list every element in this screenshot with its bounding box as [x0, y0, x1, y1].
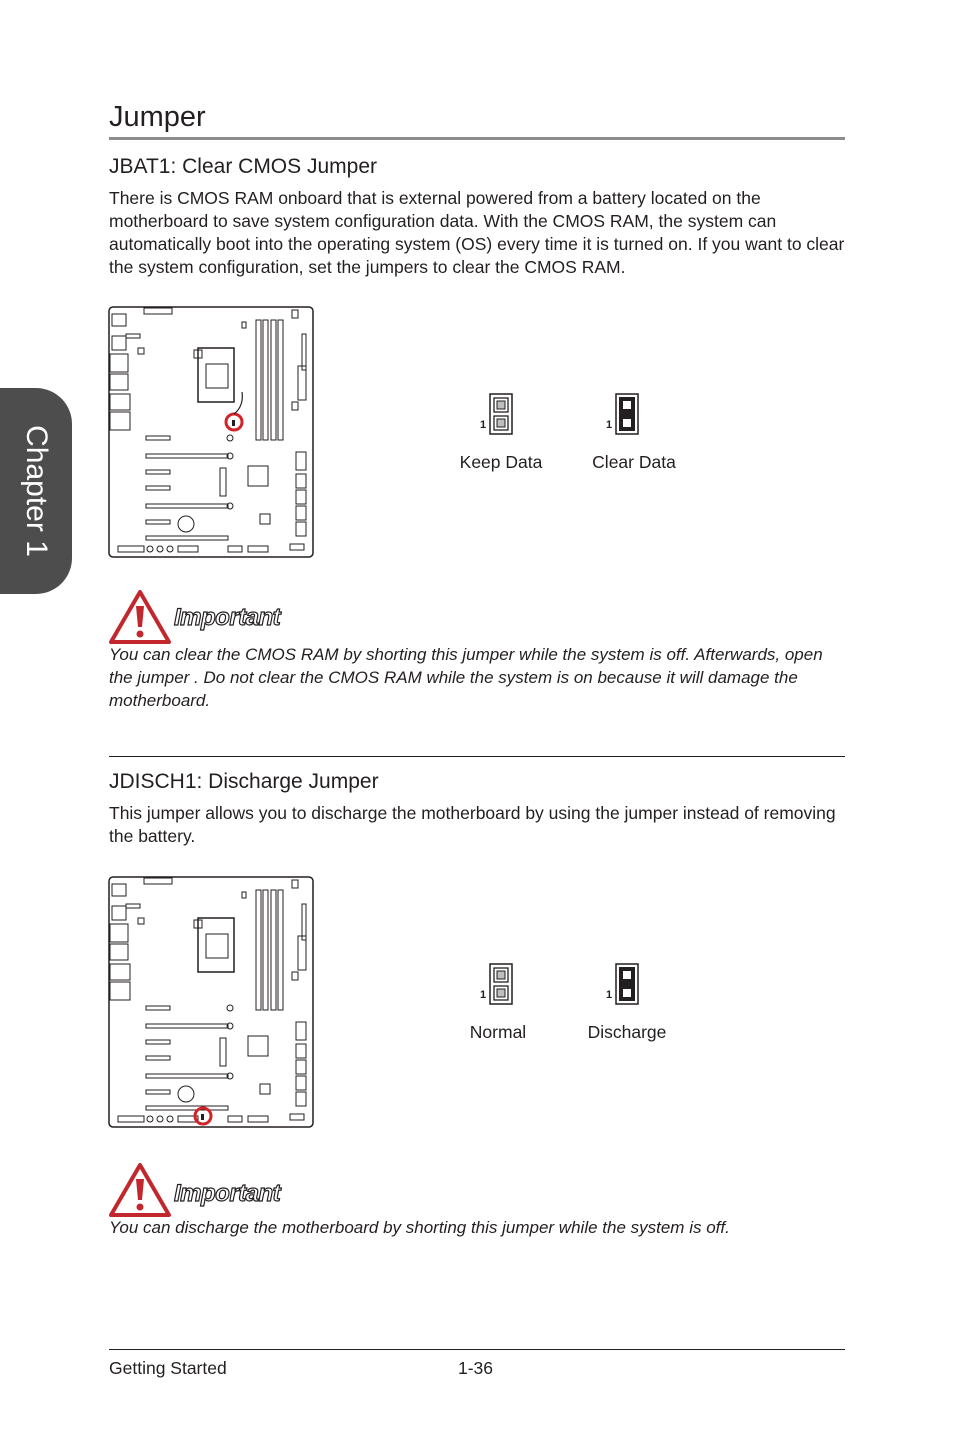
jbat1-description: There is CMOS RAM onboard that is external powered from a battery located on the motherboard to save system configuration data. With the CMOS RAM, the system can automatically boot into the operating system (OS) every time it is turned on. If you want to clear the system configuration, set the jumpers to clear the CMOS RAM.	[109, 188, 845, 277]
keep-data-label: Keep Data	[459, 452, 543, 472]
clear-data-label: Clear Data	[592, 452, 676, 472]
chapter-tab-label: Chapter 1	[20, 425, 53, 557]
page-number: 1-36	[458, 1358, 494, 1378]
jdisch1-important-note: You can discharge the motherboard by shorting this jumper while the system is off.	[109, 1218, 730, 1237]
section-divider	[109, 756, 845, 757]
normal-jumper-icon	[478, 962, 518, 1006]
warning-icon	[108, 589, 172, 645]
page-title: Jumper	[109, 101, 206, 133]
jdisch1-heading: JDISCH1: Discharge Jumper	[109, 770, 379, 793]
important-label: Important	[174, 1180, 281, 1207]
warning-icon	[108, 1162, 172, 1218]
discharge-jumper-icon	[604, 962, 644, 1006]
svg-text:1: 1	[606, 989, 613, 1001]
jbat1-important-note: You can clear the CMOS RAM by shorting this jumper while the system is off. Afterwards, open the jumper . Do not clear the CMOS RAM while the system is on because it will damage the motherboard.	[109, 645, 823, 710]
chapter-tab	[0, 388, 72, 594]
important-label: Important	[174, 604, 281, 631]
motherboard-diagram-jdisch1	[108, 876, 316, 1130]
discharge-label: Discharge	[587, 1022, 667, 1042]
normal-label: Normal	[469, 1022, 527, 1042]
footer-section-label: Getting Started	[109, 1358, 227, 1378]
svg-text:1: 1	[606, 419, 613, 431]
keep-data-jumper-icon	[478, 392, 518, 436]
title-rule	[109, 137, 845, 140]
jdisch1-description: This jumper allows you to discharge the motherboard by using the jumper instead of removing the battery.	[109, 803, 836, 846]
jbat1-heading: JBAT1: Clear CMOS Jumper	[109, 155, 378, 178]
motherboard-diagram-jbat1	[108, 306, 316, 560]
svg-text:1: 1	[480, 989, 487, 1001]
svg-text:1: 1	[480, 419, 487, 431]
clear-data-jumper-icon	[604, 392, 644, 436]
footer-rule	[109, 1349, 845, 1350]
